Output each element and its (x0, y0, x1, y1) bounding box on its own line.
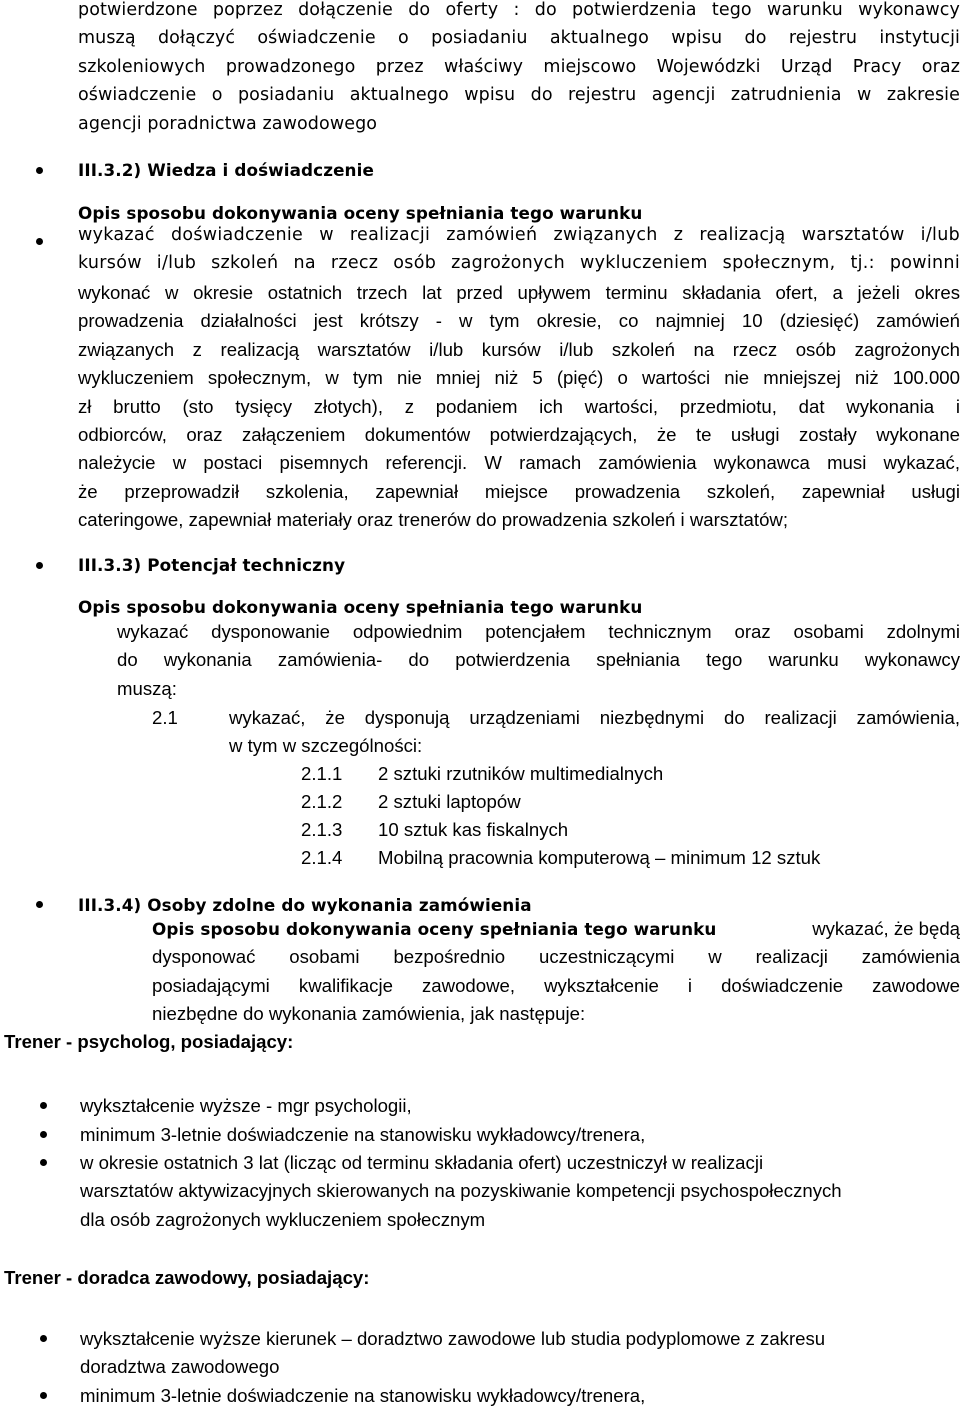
section-paragraph (117, 618, 960, 703)
paragraph-line: muszą: (117, 677, 177, 699)
paragraph-line: należycie w postaci pisemnych referencji. W ramach zamówienia wykonawca musi wykazać, (78, 452, 960, 474)
intro-line: oświadczenie o posiadaniu aktualnego wpisu do rejestru agencji zatrudnienia w zakresie (78, 85, 960, 106)
paragraph-line: że przeprowadził szkolenia, zapewniał miejsce prowadzenia szkoleń, zapewniał usługi (78, 480, 960, 502)
paragraph-line: wykluczeniem społecznym, w tym nie mniej niż 5 (pięć) o wartości nie mniejszej niż 100.000 (78, 367, 960, 389)
section-paragraph (152, 915, 960, 1029)
paragraph-line: wykonać w okresie ostatnich trzech lat przed upływem terminu składania ofert, a jeżeli okres (78, 282, 960, 303)
paragraph-line: posiadającymi kwalifikacje zawodowe, wykształcenie i doświadczenie zawodowe (152, 974, 960, 996)
intro-line: muszą dołączyć oświadczenie o posiadaniu aktualnego wpisu do rejestru instytucji (78, 28, 960, 49)
paragraph-line-rest: wykazać, że będą (812, 918, 960, 939)
subitem-number: 2.1.3 (301, 819, 343, 840)
list-item (80, 1149, 842, 1234)
list-item-line: wykształcenie wyższe kierunek – doradztwo zawodowe lub studia podyplomowe z zakresu (80, 1328, 826, 1349)
list-item-line: dla osób zagrożonych wykluczeniem społecznym (80, 1208, 486, 1230)
paragraph-line: prowadzenia działalności jest krótszy - w tym okresie, co najmniej 10 (dziesięć) zamówień (78, 310, 960, 332)
bullet-icon (36, 562, 43, 569)
subitem-text: 10 sztuk kas fiskalnych (378, 819, 569, 840)
item-line: wykazać, że dysponują urządzeniami niezbędnymi do realizacji zamówienia, (229, 707, 960, 728)
section-heading: III.3.3) Potencjał techniczny (78, 555, 346, 575)
bullet-icon (40, 1335, 47, 1342)
bullet-icon (36, 901, 43, 908)
bullet-icon (36, 167, 43, 174)
item-text (229, 704, 960, 761)
bullet-icon (40, 1392, 47, 1399)
paragraph-line: cateringowe, zapewniał materiały oraz trenerów do prowadzenia szkoleń i warsztatów; (78, 509, 789, 531)
intro-line: potwierdzone poprzez dołączenie do oferty : do potwierdzenia tego warunku wykonawcy (78, 0, 960, 20)
subitem-text: 2 sztuki rzutników multimedialnych (378, 763, 664, 784)
role-heading: Trener - psycholog, posiadający: (4, 1031, 294, 1052)
paragraph-first-line (152, 915, 960, 943)
paragraph-line: kursów i/lub szkoleń na rzecz osób zagrożonych wykluczeniem społecznym, tj.: powinni (78, 253, 960, 274)
paragraph-line: wykazać dysponowanie odpowiednim potencjałem technicznym oraz osobami zdolnymi (117, 621, 960, 642)
paragraph-line: odbiorców, oraz załączeniem dokumentów potwierdzających, że te usługi zostały wykonane (78, 424, 960, 446)
section-subheading: Opis sposobu dokonywania oceny spełniania tego warunku (78, 597, 643, 617)
paragraph-line: związanych z realizacją warsztatów i/lub kursów i/lub szkoleń na rzecz osób zagrożonych (78, 338, 960, 360)
intro-paragraph (78, 0, 960, 138)
section-paragraph-cont (78, 279, 960, 535)
bullet-icon (40, 1102, 47, 1109)
subitem-number: 2.1.4 (301, 847, 343, 868)
section-subheading: Opis sposobu dokonywania oceny spełniania tego warunku (78, 203, 643, 223)
item-line: w tym w szczególności: (229, 735, 423, 757)
section-subheading: Opis sposobu dokonywania oceny spełniania tego warunku (152, 919, 717, 939)
subitem-number: 2.1.2 (301, 791, 343, 812)
bullet-icon (36, 238, 43, 245)
item-number: 2.1 (152, 707, 178, 728)
list-item-line: doradztwa zawodowego (80, 1356, 280, 1378)
paragraph-line: do wykonania zamówienia- do potwierdzenia spełniania tego warunku wykonawcy (117, 649, 960, 671)
list-item-line: w okresie ostatnich 3 lat (licząc od terminu składania ofert) uczestniczył w realizacji (80, 1152, 764, 1173)
subitem-text: Mobilną pracownia komputerową – minimum 12 sztuk (378, 847, 821, 868)
section-heading: III.3.4) Osoby zdolne do wykonania zamówienia (78, 895, 532, 915)
paragraph-line: niezbędne do wykonania zamówienia, jak następuje: (152, 1003, 586, 1025)
intro-line: szkoleniowych prowadzonego przez właściwy miejscowo Wojewódzki Urząd Pracy oraz (78, 56, 960, 77)
list-item (80, 1325, 825, 1382)
bullet-icon (40, 1131, 47, 1138)
list-item: minimum 3-letnie doświadczenie na stanowisku wykładowcy/trenera, (80, 1385, 646, 1406)
bullet-icon (40, 1159, 47, 1166)
list-item-line: warsztatów aktywizacyjnych skierowanych na pozyskiwanie kompetencji psychospołecznych (80, 1180, 842, 1202)
section-paragraph (78, 221, 960, 278)
list-item: minimum 3-letnie doświadczenie na stanowisku wykładowcy/trenera, (80, 1124, 646, 1145)
intro-line: agencji poradnictwa zawodowego (78, 113, 378, 134)
paragraph-line: dysponować osobami bezpośrednio uczestniczącymi w realizacji zamówienia (152, 946, 960, 968)
subitem-number: 2.1.1 (301, 763, 343, 784)
role-heading: Trener - doradca zawodowy, posiadający: (4, 1267, 370, 1288)
paragraph-line: wykazać doświadczenie w realizacji zamówień związanych z realizacją warsztatów i/lub (78, 225, 960, 245)
section-heading: III.3.2) Wiedza i doświadczenie (78, 160, 374, 180)
list-item: wykształcenie wyższe - mgr psychologii, (80, 1095, 412, 1116)
paragraph-line: zł brutto (sto tysięcy złotych), z podaniem ich wartości, przedmiotu, dat wykonania i (78, 395, 960, 417)
subitem-text: 2 sztuki laptopów (378, 791, 521, 812)
paragraph-body (152, 943, 960, 1028)
